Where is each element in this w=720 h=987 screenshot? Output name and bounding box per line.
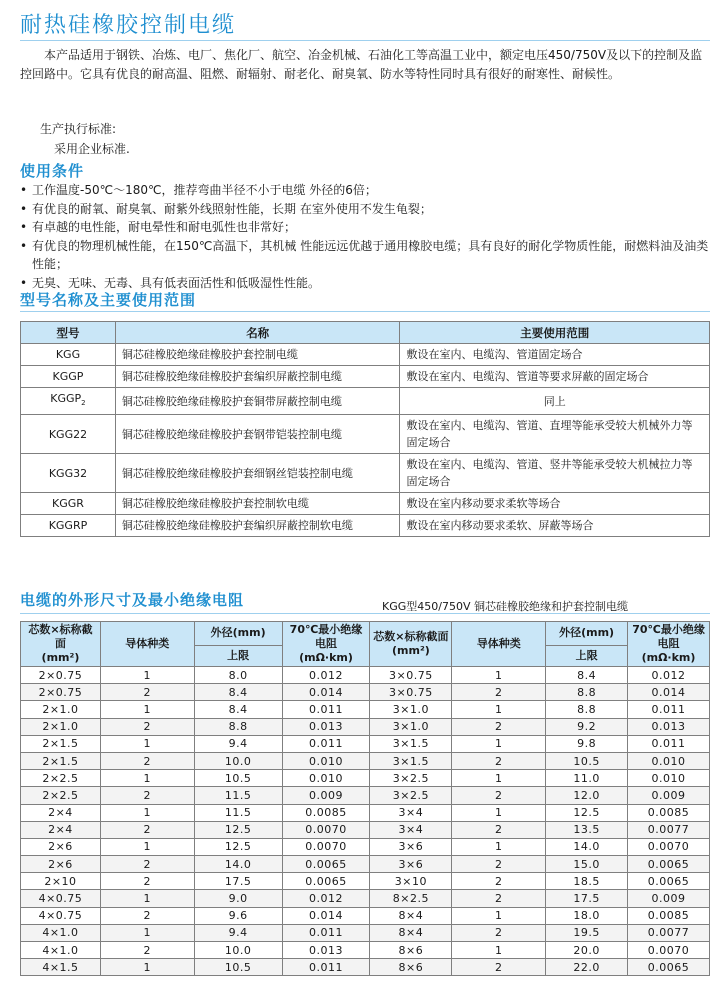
cores-cell: 2×0.75 xyxy=(21,684,101,701)
table-row xyxy=(21,515,710,537)
resistance-cell: 0.010 xyxy=(282,752,370,769)
resistance-cell: 0.011 xyxy=(282,959,370,976)
resistance-cell: 0.0065 xyxy=(628,959,710,976)
resistance-cell: 0.0070 xyxy=(628,838,710,855)
conductor-cell: 2 xyxy=(452,873,546,890)
conductor-cell: 2 xyxy=(452,752,546,769)
conductor-cell: 1 xyxy=(452,907,546,924)
resistance-cell: 0.0070 xyxy=(282,821,370,838)
diameter-cell: 8.8 xyxy=(546,701,628,718)
model-name: 铜芯硅橡胶绝缘硅橡胶护套控制软电缆 xyxy=(115,493,400,515)
model-usage: 敷设在室内、电缆沟、管道、竖井等能承受较大机械拉力等固定场合 xyxy=(400,454,710,493)
resistance-cell: 0.011 xyxy=(282,701,370,718)
cores-cell: 2×1.5 xyxy=(21,735,101,752)
conductor-cell: 2 xyxy=(100,787,194,804)
table-row xyxy=(21,770,710,787)
resistance-cell: 0.012 xyxy=(282,667,370,684)
model-usage: 敷设在室内移动要求柔软、屏蔽等场合 xyxy=(400,515,710,537)
diameter-cell: 14.0 xyxy=(546,838,628,855)
cores-cell: 2×1.0 xyxy=(21,701,101,718)
dimensions-table xyxy=(20,621,710,976)
cores-cell: 2×1.5 xyxy=(21,752,101,769)
cores-cell: 2×4 xyxy=(21,804,101,821)
conductor-cell: 1 xyxy=(100,735,194,752)
header-resistance: 70℃最小绝缘电阻 (mΩ·km) xyxy=(628,622,710,667)
cores-cell: 4×1.5 xyxy=(21,959,101,976)
models-divider xyxy=(20,311,710,312)
cores-cell: 3×0.75 xyxy=(370,667,452,684)
diameter-cell: 9.8 xyxy=(546,735,628,752)
diameter-cell: 10.5 xyxy=(546,752,628,769)
resistance-cell: 0.014 xyxy=(282,684,370,701)
model-usage: 敷设在室内移动要求柔软等场合 xyxy=(400,493,710,515)
table-row xyxy=(21,873,710,890)
conductor-cell: 2 xyxy=(100,718,194,735)
diameter-cell: 10.0 xyxy=(194,752,282,769)
diameter-cell: 9.0 xyxy=(194,890,282,907)
cores-cell: 4×0.75 xyxy=(21,907,101,924)
conductor-cell: 2 xyxy=(452,959,546,976)
model-usage: 敷设在室内、电缆沟、管道、直埋等能承受较大机械外力等固定场合 xyxy=(400,415,710,454)
model-name: 铜芯硅橡胶绝缘硅橡胶护套编织屏蔽控制软电缆 xyxy=(115,515,400,537)
conductor-cell: 2 xyxy=(452,924,546,941)
model-code: KGGR xyxy=(21,493,116,515)
table-row xyxy=(21,667,710,684)
cores-cell: 2×1.0 xyxy=(21,718,101,735)
cores-cell: 3×2.5 xyxy=(370,770,452,787)
diameter-cell: 14.0 xyxy=(194,856,282,873)
conductor-cell: 2 xyxy=(100,873,194,890)
table-row xyxy=(21,907,710,924)
cores-cell: 8×6 xyxy=(370,959,452,976)
resistance-cell: 0.009 xyxy=(282,787,370,804)
resistance-cell: 0.014 xyxy=(282,907,370,924)
intro-paragraph: 本产品适用于钢铁、冶炼、电厂、焦化厂、航空、冶金机械、石油化工等高温工业中，额定电压450/750V及以下的控制及监控回路中。它具有优良的耐高温、阻燃、耐辐射、耐老化、耐臭氧、防水等特性同时具有很好的耐寒性、耐候性。 xyxy=(20,48,703,81)
table-row xyxy=(21,454,710,493)
header-conductor: 导体种类 xyxy=(100,622,194,667)
header-upper: 上限 xyxy=(546,645,628,666)
cores-cell: 8×2.5 xyxy=(370,890,452,907)
table-row xyxy=(21,959,710,976)
table-row xyxy=(21,415,710,454)
diameter-cell: 19.5 xyxy=(546,924,628,941)
header-cores: 芯数×标称截面 (mm²) xyxy=(370,622,452,667)
title-divider xyxy=(20,40,710,41)
header-upper: 上限 xyxy=(194,645,282,666)
resistance-cell: 0.013 xyxy=(628,718,710,735)
list-item: • 无臭、无味、无毒、具有低表面活性和低吸湿性性能。 xyxy=(20,274,710,293)
resistance-cell: 0.0065 xyxy=(628,873,710,890)
diameter-cell: 12.0 xyxy=(546,787,628,804)
model-usage: 同上 xyxy=(400,388,710,415)
diameter-cell: 8.0 xyxy=(194,667,282,684)
cores-cell: 8×4 xyxy=(370,924,452,941)
cores-cell: 2×0.75 xyxy=(21,667,101,684)
cores-cell: 4×0.75 xyxy=(21,890,101,907)
model-code: KGG32 xyxy=(21,454,116,493)
conductor-cell: 1 xyxy=(100,838,194,855)
page-title: 耐热硅橡胶控制电缆 xyxy=(20,13,237,38)
table-row xyxy=(21,804,710,821)
header-diameter: 外径(mm) xyxy=(194,622,282,646)
cores-cell: 3×6 xyxy=(370,856,452,873)
diameter-cell: 8.8 xyxy=(546,684,628,701)
table-row xyxy=(21,856,710,873)
diameter-cell: 9.4 xyxy=(194,924,282,941)
diameter-cell: 9.6 xyxy=(194,907,282,924)
model-name: 铜芯硅橡胶绝缘硅橡胶护套钢带铠装控制电缆 xyxy=(115,415,400,454)
model-usage: 敷设在室内、电缆沟、管道等要求屏蔽的固定场合 xyxy=(400,366,710,388)
resistance-cell: 0.011 xyxy=(628,701,710,718)
diameter-cell: 10.5 xyxy=(194,959,282,976)
conductor-cell: 1 xyxy=(452,735,546,752)
dimensions-title: 电缆的外形尺寸及最小绝缘电阻 xyxy=(20,591,245,609)
diameter-cell: 12.5 xyxy=(194,821,282,838)
conductor-cell: 2 xyxy=(452,856,546,873)
conductor-cell: 2 xyxy=(100,684,194,701)
table-row xyxy=(21,735,710,752)
conductor-cell: 2 xyxy=(452,718,546,735)
diameter-cell: 22.0 xyxy=(546,959,628,976)
model-code: KGGRP xyxy=(21,515,116,537)
resistance-cell: 0.013 xyxy=(282,942,370,959)
standard-label: 生产执行标准: xyxy=(40,122,117,136)
conductor-cell: 1 xyxy=(452,701,546,718)
diameter-cell: 11.5 xyxy=(194,787,282,804)
cores-cell: 3×4 xyxy=(370,804,452,821)
resistance-cell: 0.012 xyxy=(282,890,370,907)
diameter-cell: 18.0 xyxy=(546,907,628,924)
header-conductor: 导体种类 xyxy=(452,622,546,667)
table-row xyxy=(21,821,710,838)
models-table xyxy=(20,321,710,537)
conductor-cell: 1 xyxy=(452,838,546,855)
resistance-cell: 0.011 xyxy=(282,924,370,941)
table-row xyxy=(21,787,710,804)
conductor-cell: 1 xyxy=(452,942,546,959)
resistance-cell: 0.0085 xyxy=(628,907,710,924)
list-item: • 有优良的物理机械性能，在150℃高温下，其机械 性能远远优越于通用橡胶电缆；具有良好的耐化学物质性能，耐燃料油及油类性能； xyxy=(20,237,710,274)
dimensions-caption: KGG型450/750V 铜芯硅橡胶绝缘和护套控制电缆 xyxy=(382,600,628,613)
diameter-cell: 9.4 xyxy=(194,735,282,752)
model-code: $KGGP_2$ xyxy=(21,388,116,415)
model-code: KGG xyxy=(21,344,116,366)
conductor-cell: 2 xyxy=(452,684,546,701)
cores-cell: 2×10 xyxy=(21,873,101,890)
diameter-cell: 8.4 xyxy=(194,684,282,701)
diameter-cell: 12.5 xyxy=(194,838,282,855)
diameter-cell: 10.5 xyxy=(194,770,282,787)
cores-cell: 3×1.0 xyxy=(370,718,452,735)
model-name: 铜芯硅橡胶绝缘硅橡胶护套编织屏蔽控制电缆 xyxy=(115,366,400,388)
table-row xyxy=(21,684,710,701)
resistance-cell: 0.011 xyxy=(282,735,370,752)
diameter-cell: 11.0 xyxy=(546,770,628,787)
cores-cell: 8×6 xyxy=(370,942,452,959)
cores-cell: 3×6 xyxy=(370,838,452,855)
table-row xyxy=(21,388,710,415)
cores-cell: 8×4 xyxy=(370,907,452,924)
conductor-cell: 1 xyxy=(452,804,546,821)
conductor-cell: 2 xyxy=(452,787,546,804)
conductor-cell: 1 xyxy=(100,924,194,941)
model-name: 铜芯硅橡胶绝缘硅橡胶护套铜带屏蔽控制电缆 xyxy=(115,388,400,415)
list-item: • 工作温度-50℃～180℃，推荐弯曲半径不小于电缆 外径的6倍； xyxy=(20,181,710,200)
resistance-cell: 0.010 xyxy=(628,770,710,787)
column-header: 主要使用范围 xyxy=(400,322,710,344)
table-row xyxy=(21,838,710,855)
conductor-cell: 1 xyxy=(452,667,546,684)
diameter-cell: 8.8 xyxy=(194,718,282,735)
diameter-cell: 10.0 xyxy=(194,942,282,959)
cores-cell: 3×1.0 xyxy=(370,701,452,718)
cores-cell: 3×10 xyxy=(370,873,452,890)
conductor-cell: 2 xyxy=(452,821,546,838)
conductor-cell: 1 xyxy=(100,770,194,787)
table-row xyxy=(21,752,710,769)
table-row xyxy=(21,942,710,959)
resistance-cell: 0.0065 xyxy=(282,856,370,873)
diameter-cell: 8.4 xyxy=(546,667,628,684)
column-header: 名称 xyxy=(115,322,400,344)
header-resistance: 70℃最小绝缘电阻 (mΩ·km) xyxy=(282,622,370,667)
cores-cell: 3×4 xyxy=(370,821,452,838)
conductor-cell: 2 xyxy=(100,821,194,838)
cores-cell: 3×0.75 xyxy=(370,684,452,701)
cores-cell: 4×1.0 xyxy=(21,942,101,959)
cores-cell: 2×4 xyxy=(21,821,101,838)
resistance-cell: 0.009 xyxy=(628,787,710,804)
cores-cell: 2×6 xyxy=(21,838,101,855)
resistance-cell: 0.013 xyxy=(282,718,370,735)
resistance-cell: 0.0085 xyxy=(282,804,370,821)
diameter-cell: 17.5 xyxy=(194,873,282,890)
resistance-cell: 0.012 xyxy=(628,667,710,684)
diameter-cell: 11.5 xyxy=(194,804,282,821)
models-title: 型号名称及主要使用范围 xyxy=(20,291,197,309)
conductor-cell: 2 xyxy=(100,907,194,924)
cores-cell: 2×6 xyxy=(21,856,101,873)
resistance-cell: 0.0065 xyxy=(282,873,370,890)
resistance-cell: 0.0070 xyxy=(282,838,370,855)
conductor-cell: 2 xyxy=(452,890,546,907)
resistance-cell: 0.0065 xyxy=(628,856,710,873)
resistance-cell: 0.010 xyxy=(628,752,710,769)
diameter-cell: 18.5 xyxy=(546,873,628,890)
diameter-cell: 17.5 xyxy=(546,890,628,907)
resistance-cell: 0.0070 xyxy=(628,942,710,959)
list-item: • 有卓越的电性能，耐电晕性和耐电弧性也非常好； xyxy=(20,218,710,237)
cores-cell: 3×1.5 xyxy=(370,735,452,752)
column-header: 型号 xyxy=(21,322,116,344)
diameter-cell: 20.0 xyxy=(546,942,628,959)
diameter-cell: 8.4 xyxy=(194,701,282,718)
conductor-cell: 1 xyxy=(100,804,194,821)
resistance-cell: 0.014 xyxy=(628,684,710,701)
table-row xyxy=(21,924,710,941)
diameter-cell: 13.5 xyxy=(546,821,628,838)
list-item: • 有优良的耐氧、耐臭氧、耐紫外线照射性能，长期 在室外使用不发生龟裂； xyxy=(20,200,710,219)
header-diameter: 外径(mm) xyxy=(546,622,628,646)
model-code: KGGP xyxy=(21,366,116,388)
cores-cell: 4×1.0 xyxy=(21,924,101,941)
conductor-cell: 1 xyxy=(100,959,194,976)
resistance-cell: 0.009 xyxy=(628,890,710,907)
table-row xyxy=(21,718,710,735)
table-row xyxy=(21,493,710,515)
cores-cell: 2×2.5 xyxy=(21,787,101,804)
cores-cell: 3×2.5 xyxy=(370,787,452,804)
model-code: KGG22 xyxy=(21,415,116,454)
conductor-cell: 1 xyxy=(100,701,194,718)
table-row xyxy=(21,366,710,388)
conductor-cell: 2 xyxy=(100,752,194,769)
cores-cell: 3×1.5 xyxy=(370,752,452,769)
diameter-cell: 9.2 xyxy=(546,718,628,735)
resistance-cell: 0.0085 xyxy=(628,804,710,821)
conductor-cell: 1 xyxy=(100,890,194,907)
table-row xyxy=(21,344,710,366)
resistance-cell: 0.010 xyxy=(282,770,370,787)
standard-value: 采用企业标准. xyxy=(54,142,130,156)
conditions-list xyxy=(20,181,710,292)
conductor-cell: 2 xyxy=(100,942,194,959)
header-cores: 芯数×标称截面 (mm²) xyxy=(21,622,101,667)
table-row xyxy=(21,701,710,718)
dimensions-divider xyxy=(20,613,710,614)
model-name: 铜芯硅橡胶绝缘硅橡胶护套细钢丝铠装控制电缆 xyxy=(115,454,400,493)
cores-cell: 2×2.5 xyxy=(21,770,101,787)
resistance-cell: 0.0077 xyxy=(628,924,710,941)
resistance-cell: 0.0077 xyxy=(628,821,710,838)
conditions-title: 使用条件 xyxy=(20,162,85,180)
resistance-cell: 0.011 xyxy=(628,735,710,752)
conductor-cell: 2 xyxy=(100,856,194,873)
table-row xyxy=(21,890,710,907)
model-name: 铜芯硅橡胶绝缘硅橡胶护套控制电缆 xyxy=(115,344,400,366)
diameter-cell: 12.5 xyxy=(546,804,628,821)
diameter-cell: 15.0 xyxy=(546,856,628,873)
conductor-cell: 1 xyxy=(100,667,194,684)
conductor-cell: 1 xyxy=(452,770,546,787)
model-usage: 敷设在室内、电缆沟、管道固定场合 xyxy=(400,344,710,366)
